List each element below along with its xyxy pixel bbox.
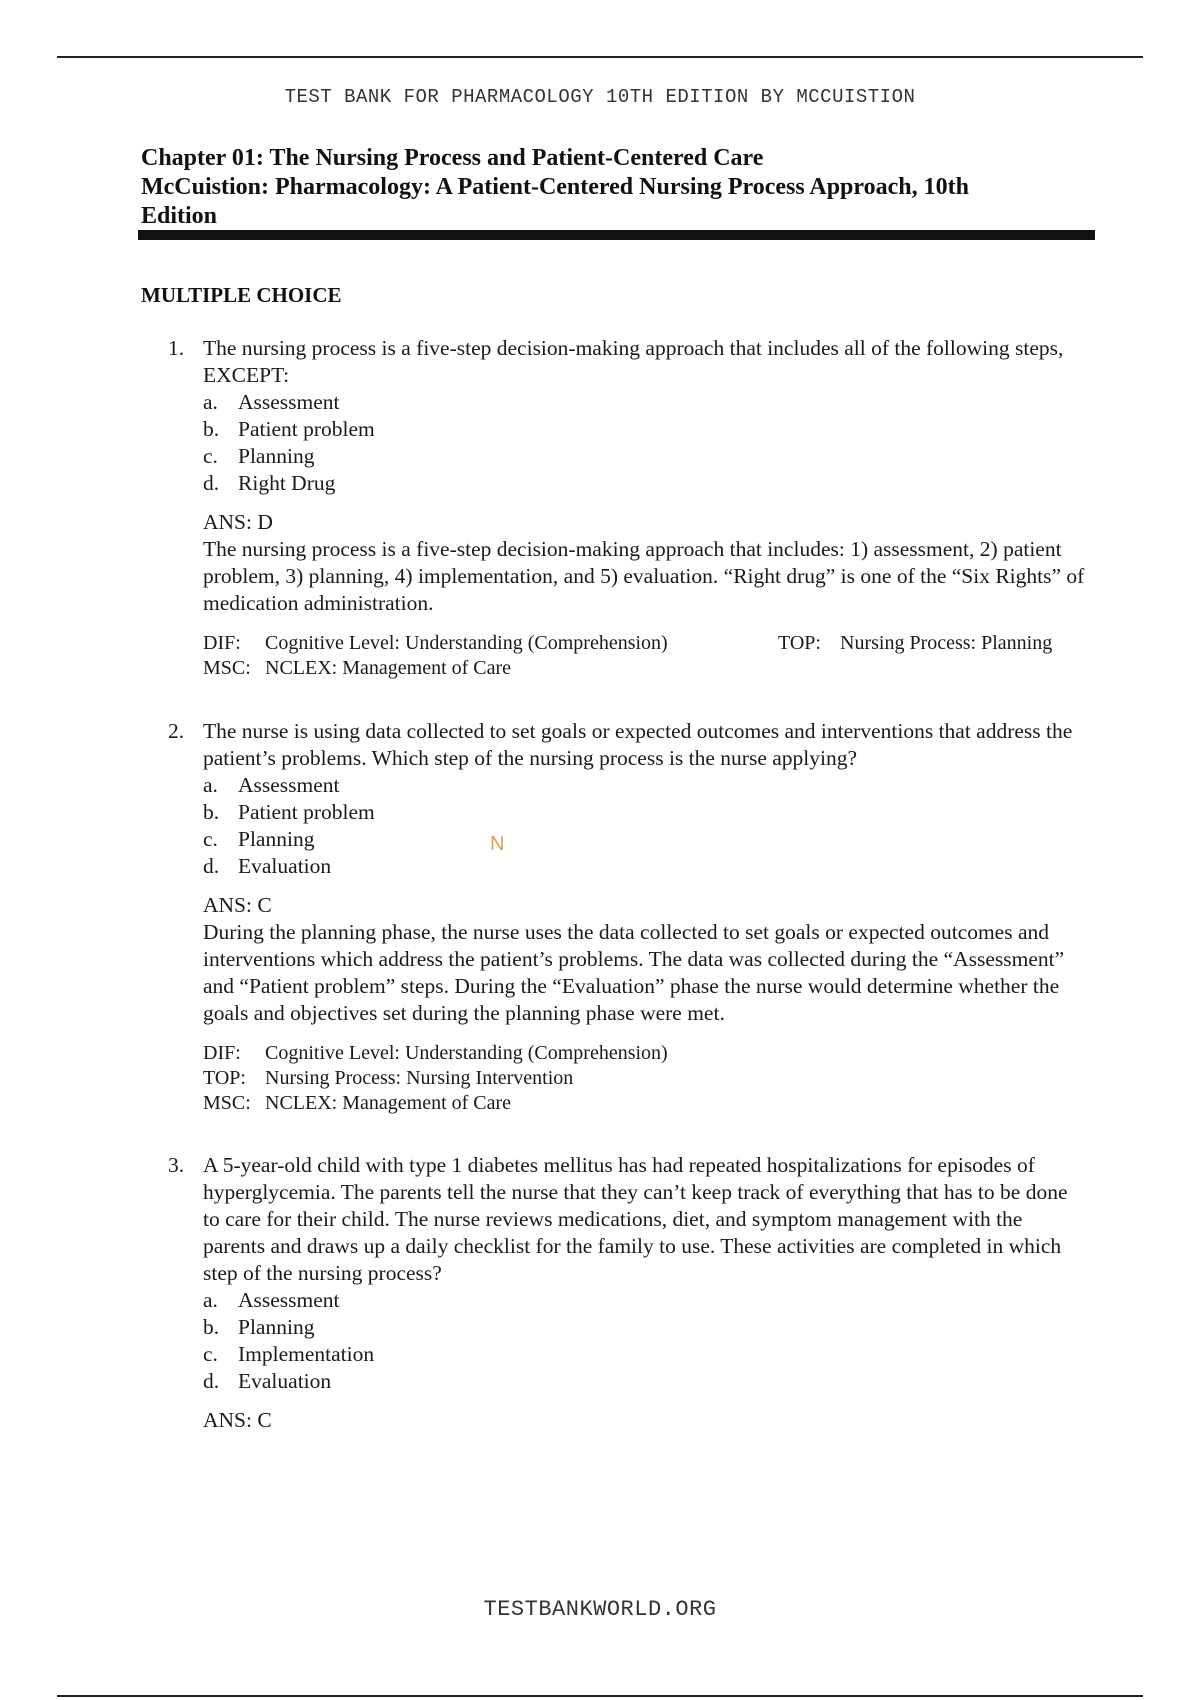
- option-text: Evaluation: [238, 1369, 332, 1393]
- option-letter: c.: [203, 1342, 218, 1366]
- question-number: 1.: [168, 336, 185, 360]
- title-divider: [138, 230, 1095, 240]
- option-text: Evaluation: [238, 854, 332, 878]
- option: [203, 470, 1088, 497]
- option-letter: d.: [203, 1369, 220, 1393]
- option-text: Right Drug: [238, 471, 336, 495]
- question-3: [168, 1152, 1088, 1434]
- option-letter: a.: [203, 1288, 218, 1312]
- option-text: Patient problem: [238, 800, 375, 824]
- question-number: 2.: [168, 719, 185, 743]
- option: [203, 826, 1088, 853]
- option-text: Planning: [238, 1315, 315, 1339]
- option: [203, 416, 1088, 443]
- section-title: MULTIPLE CHOICE: [141, 283, 342, 307]
- option-letter: d.: [203, 471, 220, 495]
- question-number: 3.: [168, 1153, 185, 1177]
- rationale: During the planning phase, the nurse uses the data collected to set goals or expected outcomes and interventions which address the patient’s problems. The data was collected during the “Assessment” and “Patient problem” steps. During the “Evaluation” phase the nurse would determine whether the goals and objectives set during the planning phase were met.: [203, 920, 1065, 1025]
- question-text: The nurse is using data collected to set goals or expected outcomes and interventions that address the patient’s problems. Which step of the nursing process is the nurse applying?: [203, 719, 1073, 770]
- chapter-title-line-2: McCuistion: Pharmacology: A Patient-Centered Nursing Process Approach, 10th: [141, 174, 969, 200]
- question-metadata: [203, 1041, 1088, 1116]
- top-rule: [57, 56, 1143, 58]
- options-list: [203, 389, 1088, 497]
- option-letter: b.: [203, 1315, 220, 1339]
- option-text: Assessment: [238, 773, 340, 797]
- options-list: [203, 772, 1088, 880]
- option: [203, 799, 1088, 826]
- document-header: TEST BANK FOR PHARMACOLOGY 10TH EDITION BY MCCUISTION: [284, 86, 916, 108]
- answer: ANS: C: [203, 1408, 272, 1432]
- dif-label: DIF:: [203, 632, 241, 654]
- option: [203, 772, 1088, 799]
- answer: ANS: D: [203, 510, 273, 534]
- question-2: [168, 718, 1088, 1116]
- option: [203, 443, 1088, 470]
- option-letter: b.: [203, 417, 220, 441]
- option: [203, 853, 1088, 880]
- option-letter: a.: [203, 773, 218, 797]
- option-letter: b.: [203, 800, 220, 824]
- options-list: [203, 1287, 1088, 1395]
- bottom-rule: [57, 1695, 1143, 1697]
- chapter-title: [141, 144, 1061, 231]
- chapter-title-line-3: Edition: [141, 203, 218, 229]
- question-metadata: [203, 631, 1088, 681]
- top-label: TOP:: [203, 1067, 246, 1089]
- dif-value: Cognitive Level: Understanding (Comprehension): [265, 1042, 668, 1064]
- msc-value: NCLEX: Management of Care: [265, 1092, 512, 1114]
- top-value: Nursing Process: Nursing Intervention: [265, 1067, 574, 1089]
- option-letter: d.: [203, 854, 220, 878]
- answer: ANS: C: [203, 893, 272, 917]
- option-text: Assessment: [238, 390, 340, 414]
- option: [203, 1314, 1088, 1341]
- option: [203, 1287, 1088, 1314]
- rationale: The nursing process is a five-step decision-making approach that includes: 1) assessment, 2) patient problem, 3) planning, 4) implementation, and 5) evaluation. “Right drug” is one of the “Six Rights” of medication administration.: [203, 537, 1085, 615]
- question-1: [168, 335, 1088, 681]
- option: [203, 1368, 1088, 1395]
- option-text: Patient problem: [238, 417, 375, 441]
- dif-value: Cognitive Level: Understanding (Comprehension): [265, 632, 668, 654]
- dif-label: DIF:: [203, 1042, 241, 1064]
- option-text: Planning: [238, 444, 315, 468]
- option-letter: c.: [203, 444, 218, 468]
- option: [203, 1341, 1088, 1368]
- question-text: The nursing process is a five-step decision-making approach that includes all of the following steps, EXCEPT:: [203, 336, 1064, 387]
- footer-watermark: TESTBANKWORLD.ORG: [483, 1597, 717, 1622]
- option-text: Planning: [238, 827, 315, 851]
- msc-value: NCLEX: Management of Care: [265, 657, 512, 679]
- question-text: A 5-year-old child with type 1 diabetes mellitus has had repeated hospitalizations for episodes of hyperglycemia. The parents tell the nurse that they can’t keep track of everything that has to be done to care for their child. The nurse reviews medications, diet, and symptom management with the parents and draws up a daily checklist for the family to use. These activities are completed in which step of the nursing process?: [203, 1153, 1068, 1285]
- msc-label: MSC:: [203, 657, 251, 679]
- watermark-letter: N: [490, 833, 505, 855]
- option-letter: c.: [203, 827, 218, 851]
- option-letter: a.: [203, 390, 218, 414]
- option-text: Assessment: [238, 1288, 340, 1312]
- option-text: Implementation: [238, 1342, 375, 1366]
- option: [203, 389, 1088, 416]
- top-value: Nursing Process: Planning: [840, 632, 1053, 654]
- chapter-title-line-1: Chapter 01: The Nursing Process and Patient-Centered Care: [141, 145, 764, 171]
- top-label: TOP:: [778, 632, 821, 654]
- msc-label: MSC:: [203, 1092, 251, 1114]
